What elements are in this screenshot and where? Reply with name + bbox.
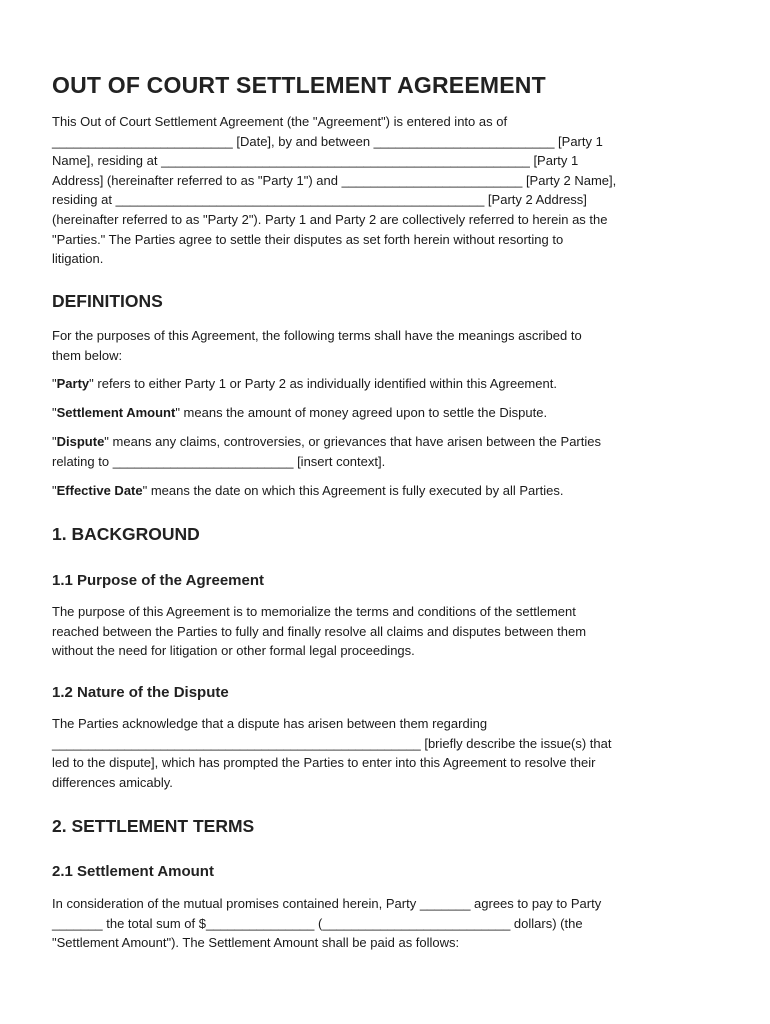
settlement-amount-heading: 2.1 Settlement Amount <box>52 863 214 880</box>
background-heading: 1. BACKGROUND <box>52 524 200 544</box>
settlement-amount-line: In consideration of the mutual promises contained herein, Party _______ agrees to pay to Party <box>52 896 602 911</box>
intro-line: "Parties." The Parties agree to settle their disputes as set forth herein without resorting to <box>52 231 564 247</box>
intro-line: Name], residing at ___________________________________________________ [Party 1 <box>52 153 579 169</box>
nature-line: The Parties acknowledge that a dispute has arisen between them regarding <box>52 716 488 731</box>
definitions-intro-line: For the purposes of this Agreement, the following terms shall have the meanings ascribed to <box>52 328 582 343</box>
intro-line: litigation. <box>52 251 104 267</box>
definition-effective-date: "Effective Date" means the date on which this Agreement is fully executed by all Parties. <box>52 483 564 498</box>
definition-dispute: "Dispute" means any claims, controversies, or grievances that have arisen between the Parties relating to _________________________ [insert context]. <box>52 434 601 469</box>
definitions-intro <box>52 326 722 365</box>
intro-line: _________________________ [Date], by and between _________________________ [Party 1 <box>52 133 603 149</box>
purpose-paragraph <box>52 602 722 661</box>
purpose-line: reached between the Parties to fully and finally resolve all claims and disputes between them <box>52 623 587 639</box>
intro-paragraph <box>52 112 722 269</box>
definition-party: "Party" refers to either Party 1 or Party 2 as individually identified within this Agreement. <box>52 376 557 391</box>
purpose-heading: 1.1 Purpose of the Agreement <box>52 572 264 589</box>
intro-line: (hereinafter referred to as "Party 2"). Party 1 and Party 2 are collectively referred to herein as the <box>52 211 608 227</box>
nature-paragraph <box>52 714 722 792</box>
settlement-amount-line: _______ the total sum of $_______________ (__________________________ dollars) (the <box>52 915 583 931</box>
intro-line: Address] (hereinafter referred to as "Party 1") and _________________________ [Party 2 Name], <box>52 172 617 188</box>
intro-line: This Out of Court Settlement Agreement (the "Agreement") is entered into as of <box>52 114 508 129</box>
settlement-amount-line: "Settlement Amount"). The Settlement Amount shall be paid as follows: <box>52 935 460 951</box>
nature-line: ___________________________________________________ [briefly describe the issue(s) that <box>52 735 612 751</box>
definition-term: Party <box>56 376 90 391</box>
nature-line: led to the dispute], which has prompted the Parties to enter into this Agreement to resolve their <box>52 755 596 771</box>
settlement-amount-paragraph <box>52 894 722 953</box>
document-title: OUT OF COURT SETTLEMENT AGREEMENT <box>52 72 546 98</box>
definition-settlement-amount: "Settlement Amount" means the amount of money agreed upon to settle the Dispute. <box>52 405 548 420</box>
definitions-heading: DEFINITIONS <box>52 291 163 311</box>
definition-term: Dispute <box>56 434 105 449</box>
nature-line: differences amicably. <box>52 774 173 790</box>
purpose-line: without the need for litigation or other formal legal proceedings. <box>52 643 415 659</box>
definition-term: Effective Date <box>56 483 143 498</box>
settlement-terms-heading: 2. SETTLEMENT TERMS <box>52 816 255 836</box>
purpose-line: The purpose of this Agreement is to memorialize the terms and conditions of the settlement <box>52 604 576 619</box>
nature-heading: 1.2 Nature of the Dispute <box>52 684 229 701</box>
definition-term: Settlement Amount <box>56 405 176 420</box>
intro-line: residing at ___________________________________________________ [Party 2 Address] <box>52 192 587 208</box>
definitions-intro-line: them below: <box>52 347 123 363</box>
